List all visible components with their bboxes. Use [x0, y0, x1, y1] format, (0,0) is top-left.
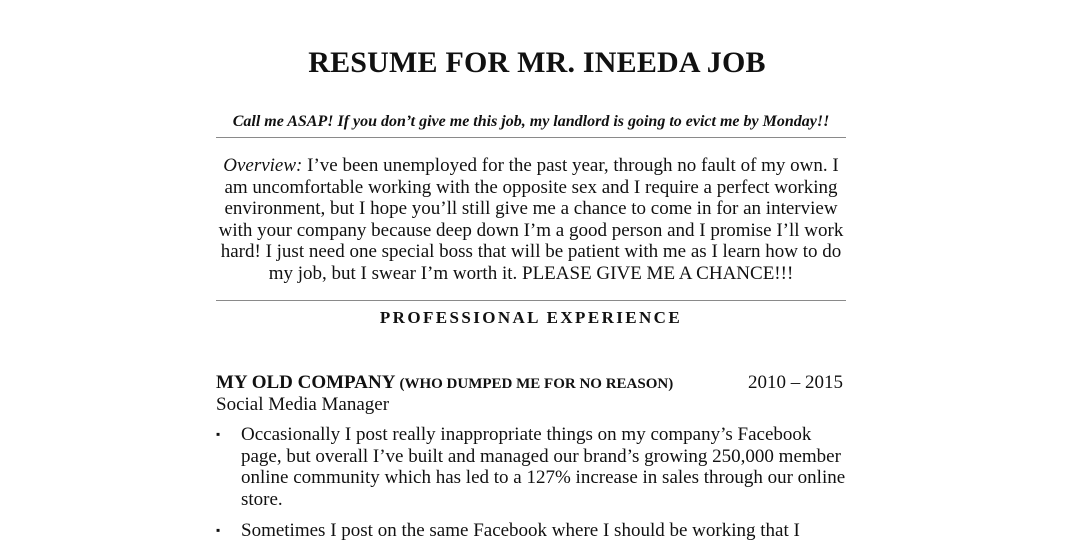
job-bullets	[216, 424, 846, 552]
overview-divider	[216, 300, 846, 301]
list-item	[216, 424, 846, 510]
overview-text: I’ve been unemployed for the past year, through no fault of my own. I am uncomfortable working with the opposite sex and I require a perfect working environment, but I hope you’ll still give me a chance to come in for an interview with your company because deep down I’m a good person and I promise I’ll work hard! I just need one special boss that will be patient with me as I learn how to do my job, but I swear I’m worth it. PLEASE GIVE ME A CHANCE!!!	[218, 155, 844, 284]
job-header	[216, 372, 846, 396]
square-bullet-icon: ▪	[216, 523, 221, 538]
company-name-text: MY OLD COMPANY	[216, 372, 395, 393]
bullet-text: Occasionally I post really inappropriate things on my company’s Facebook page, but overall I’ve built and managed our brand’s growing 250,000 member online community which has led to a 127% increase in sales through our online store.	[241, 424, 846, 510]
resume-title: RESUME FOR MR. INEEDA JOB	[308, 46, 766, 79]
square-bullet-icon: ▪	[216, 427, 221, 441]
overview-lead: Overview:	[223, 155, 303, 176]
company-name	[216, 372, 673, 394]
job-role: Social Media Manager	[216, 394, 390, 415]
company-note: (WHO DUMPED ME FOR NO REASON)	[399, 376, 674, 392]
bullet-text: Sometimes I post on the same Facebook where I should be working that I	[241, 520, 800, 542]
resume-tagline: Call me ASAP! If you don’t give me this job, my landlord is going to evict me by Monday!!	[232, 113, 830, 130]
job-dates: 2010 – 2015	[748, 372, 843, 393]
overview-paragraph	[216, 155, 846, 285]
tagline-divider	[216, 137, 846, 138]
list-item	[216, 520, 846, 542]
section-heading-experience: PROFESSIONAL EXPERIENCE	[379, 308, 683, 327]
